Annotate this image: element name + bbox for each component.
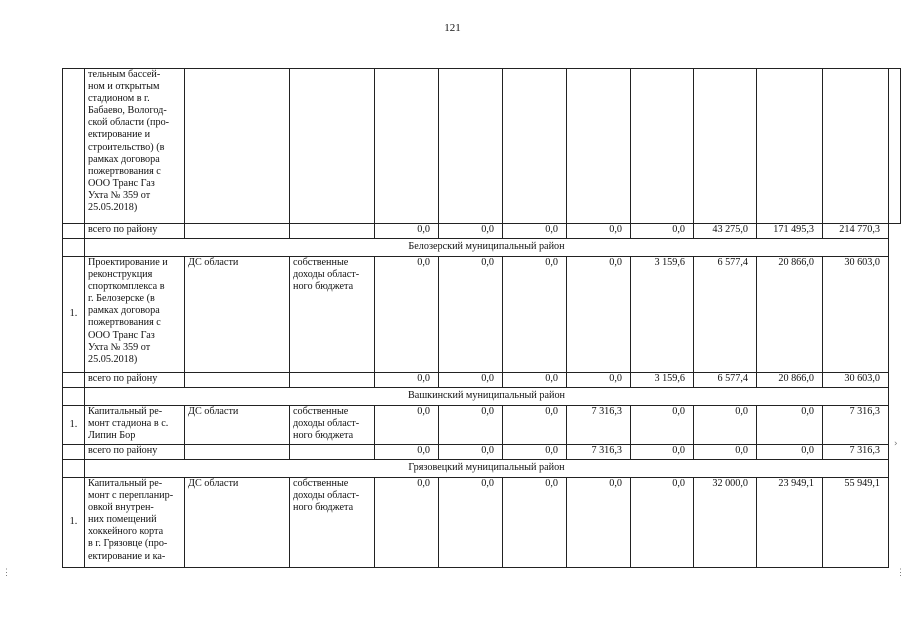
executor-cell bbox=[185, 69, 290, 224]
source-cell bbox=[290, 224, 375, 239]
value-cell: 30 603,0 bbox=[823, 257, 889, 373]
value-cell: 43 275,0 bbox=[694, 224, 757, 239]
total-row bbox=[63, 224, 901, 239]
value-cell: 0,0 bbox=[757, 445, 823, 460]
source-cell bbox=[290, 373, 375, 388]
value-cell: 6 577,4 bbox=[694, 373, 757, 388]
executor-cell: ДС области bbox=[185, 478, 290, 568]
number-cell bbox=[63, 224, 85, 239]
total-row bbox=[63, 445, 901, 460]
number-cell bbox=[63, 373, 85, 388]
value-cell: 7 316,3 bbox=[567, 406, 631, 445]
value-cell: 0,0 bbox=[503, 445, 567, 460]
value-cell: 20 866,0 bbox=[757, 373, 823, 388]
value-cell: 0,0 bbox=[694, 445, 757, 460]
total-row bbox=[63, 373, 901, 388]
value-cell: 0,0 bbox=[375, 445, 439, 460]
total-label: всего по району bbox=[85, 224, 185, 239]
section-title: Белозерский муниципальный район bbox=[85, 239, 889, 257]
number-cell: 1. bbox=[63, 478, 85, 568]
value-cell: 0,0 bbox=[375, 478, 439, 568]
executor-cell bbox=[185, 224, 290, 239]
value-cell: 171 495,3 bbox=[757, 224, 823, 239]
value-cell: 0,0 bbox=[567, 478, 631, 568]
value-cell: 7 316,3 bbox=[823, 445, 889, 460]
value-cell: 3 159,6 bbox=[631, 373, 694, 388]
number-cell bbox=[63, 69, 85, 224]
value-cell: 0,0 bbox=[694, 406, 757, 445]
value-cell bbox=[823, 69, 889, 224]
value-cell: 0,0 bbox=[567, 373, 631, 388]
table-row bbox=[63, 257, 901, 373]
value-cell: 0,0 bbox=[439, 224, 503, 239]
value-cell: 32 000,0 bbox=[694, 478, 757, 568]
value-cell: 0,0 bbox=[375, 406, 439, 445]
value-cell bbox=[503, 69, 567, 224]
source-cell: собственные доходы област- ного бюджета bbox=[290, 406, 375, 445]
value-cell: 7 316,3 bbox=[823, 406, 889, 445]
value-cell: 0,0 bbox=[567, 224, 631, 239]
source-cell bbox=[290, 69, 375, 224]
value-cell: 0,0 bbox=[439, 406, 503, 445]
table-row bbox=[63, 478, 901, 568]
value-cell bbox=[889, 69, 901, 224]
number-cell bbox=[63, 239, 85, 257]
value-cell bbox=[439, 69, 503, 224]
name-cell: Капитальный ре- монт с перепланир- овкой внутрен- них помещений хоккейного корта в г. Грязовце (про- ектирование и ка- bbox=[85, 478, 185, 568]
value-cell: 7 316,3 bbox=[567, 445, 631, 460]
section-title: Грязовецкий муниципальный район bbox=[85, 460, 889, 478]
executor-cell bbox=[185, 373, 290, 388]
value-cell: 0,0 bbox=[375, 257, 439, 373]
value-cell: 20 866,0 bbox=[757, 257, 823, 373]
value-cell: 0,0 bbox=[631, 406, 694, 445]
section-row bbox=[63, 239, 901, 257]
name-cell: тельным бассей- ном и открытым стадионом в г. Бабаево, Вологод- ской области (про- ектирование и строительство) (в рамках договора пожертвования с ООО Транс Газ Ухта № 359 от 25.05.2018) bbox=[85, 69, 185, 224]
value-cell: 0,0 bbox=[503, 373, 567, 388]
table-row bbox=[63, 69, 901, 224]
value-cell: 55 949,1 bbox=[823, 478, 889, 568]
value-cell: 0,0 bbox=[439, 478, 503, 568]
value-cell bbox=[375, 69, 439, 224]
name-cell: Капитальный ре- монт стадиона в с. Липин Бор bbox=[85, 406, 185, 445]
value-cell: 23 949,1 bbox=[757, 478, 823, 568]
value-cell: 0,0 bbox=[503, 224, 567, 239]
value-cell: 0,0 bbox=[439, 373, 503, 388]
left-edge-mark: ⋮ bbox=[2, 568, 11, 578]
number-cell bbox=[63, 388, 85, 406]
value-cell: 0,0 bbox=[503, 406, 567, 445]
value-cell bbox=[694, 69, 757, 224]
name-cell: Проектирование и реконструкция спорткомплекса в г. Белозерске (в рамках договора пожертвования с ООО Транс Газ Ухта № 359 от 25.05.2018) bbox=[85, 257, 185, 373]
source-cell bbox=[290, 445, 375, 460]
right-mid-edge-mark: › bbox=[893, 439, 899, 449]
number-cell: 1. bbox=[63, 406, 85, 445]
value-cell: 3 159,6 bbox=[631, 257, 694, 373]
value-cell: 0,0 bbox=[631, 478, 694, 568]
value-cell: 0,0 bbox=[631, 445, 694, 460]
source-cell: собственные доходы област- ного бюджета bbox=[290, 257, 375, 373]
executor-cell: ДС области bbox=[185, 257, 290, 373]
right-edge-mark: ⋮ bbox=[896, 568, 905, 578]
value-cell: 0,0 bbox=[375, 224, 439, 239]
number-cell bbox=[63, 460, 85, 478]
value-cell: 0,0 bbox=[631, 224, 694, 239]
value-cell: 0,0 bbox=[757, 406, 823, 445]
value-cell: 30 603,0 bbox=[823, 373, 889, 388]
value-cell bbox=[631, 69, 694, 224]
number-cell: 1. bbox=[63, 257, 85, 373]
value-cell: 0,0 bbox=[439, 445, 503, 460]
value-cell: 0,0 bbox=[503, 478, 567, 568]
executor-cell: ДС области bbox=[185, 406, 290, 445]
value-cell bbox=[757, 69, 823, 224]
value-cell: 6 577,4 bbox=[694, 257, 757, 373]
value-cell: 0,0 bbox=[375, 373, 439, 388]
total-label: всего по району bbox=[85, 445, 185, 460]
number-cell bbox=[63, 445, 85, 460]
budget-table bbox=[62, 68, 901, 568]
section-row bbox=[63, 460, 901, 478]
value-cell bbox=[567, 69, 631, 224]
value-cell: 0,0 bbox=[439, 257, 503, 373]
table-row bbox=[63, 406, 901, 445]
value-cell: 0,0 bbox=[567, 257, 631, 373]
section-row bbox=[63, 388, 901, 406]
section-title: Вашкинский муниципальный район bbox=[85, 388, 889, 406]
value-cell: 214 770,3 bbox=[823, 224, 889, 239]
executor-cell bbox=[185, 445, 290, 460]
page-number: 121 bbox=[444, 22, 461, 34]
value-cell: 0,0 bbox=[503, 257, 567, 373]
total-label: всего по району bbox=[85, 373, 185, 388]
source-cell: собственные доходы област- ного бюджета bbox=[290, 478, 375, 568]
